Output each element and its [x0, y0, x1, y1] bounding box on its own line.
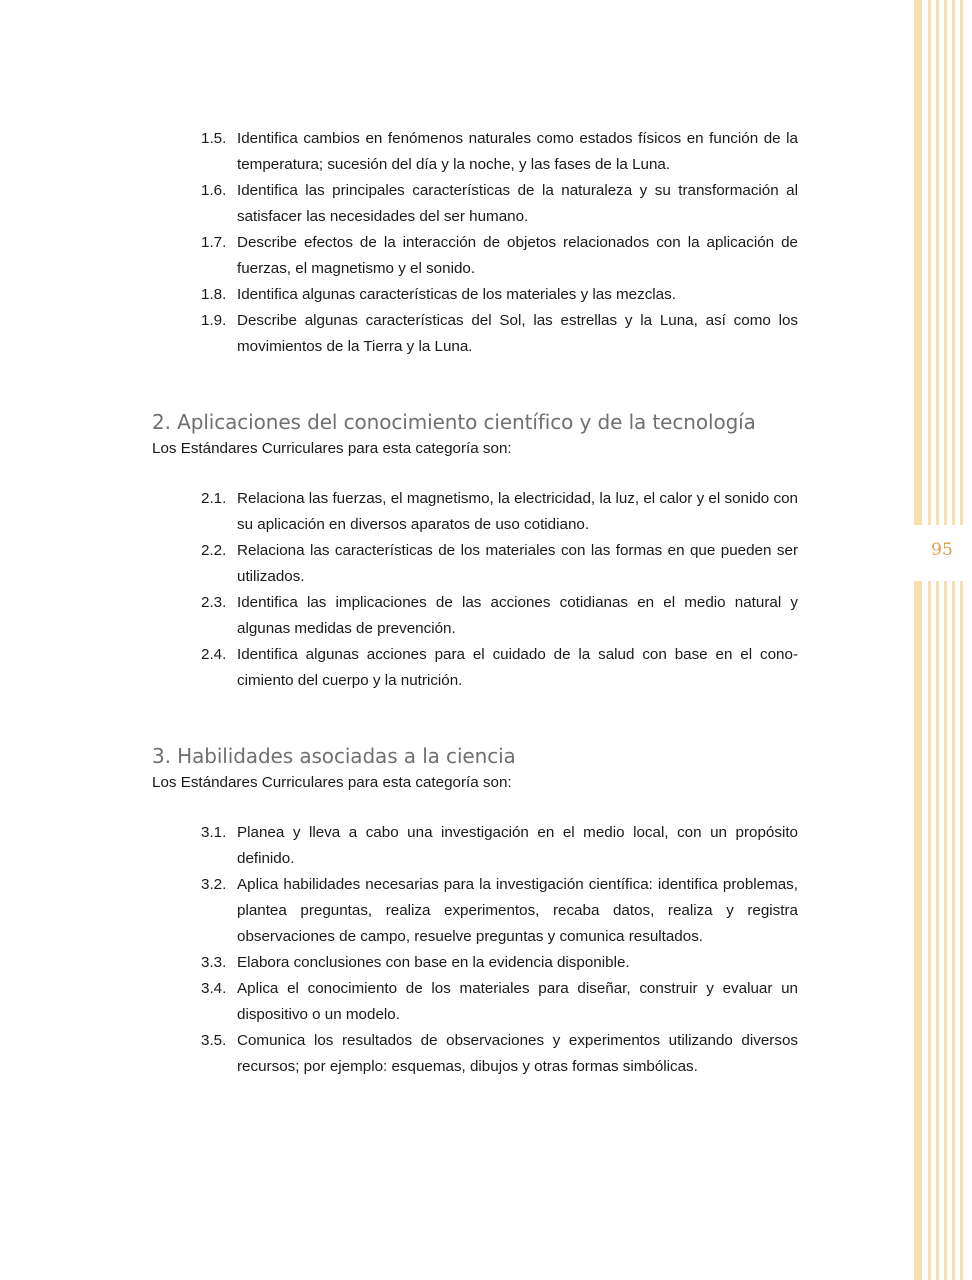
item-text: Identifica las implicaciones de las acciones cotidianas en el medio natural y algunas medidas de prevención.	[237, 594, 798, 637]
margin-stripe	[960, 0, 963, 1280]
item-text: Relaciona las características de los materiales con las formas en que pueden ser utilizados.	[237, 542, 798, 585]
list-item	[152, 230, 798, 282]
item-number: 2.4.	[201, 646, 227, 663]
item-number: 1.8.	[201, 286, 227, 303]
page-number: 95	[931, 540, 953, 560]
margin-stripe	[914, 0, 922, 1280]
item-text: Identifica algunas características de los materiales y las mezclas.	[237, 286, 676, 303]
list-item	[152, 282, 798, 308]
list-item	[152, 126, 798, 178]
item-text: Comunica los resultados de observaciones y experimentos utilizando diversos recursos; por ejemplo: esquemas, dibujos y otras formas simbólicas.	[237, 1032, 798, 1075]
item-number: 3.5.	[201, 1032, 227, 1049]
section-2-intro: Los Estándares Curriculares para esta categoría son:	[152, 440, 512, 457]
list-item	[152, 642, 798, 694]
list-section-1	[152, 126, 798, 360]
section-2	[152, 408, 798, 694]
list-section-2	[152, 486, 798, 694]
item-text: Relaciona las fuerzas, el magnetismo, la electricidad, la luz, el calor y el sonido con su aplicación en diversos aparatos de uso cotidiano.	[237, 490, 798, 533]
item-number: 1.9.	[201, 312, 227, 329]
margin-stripe	[936, 0, 939, 1280]
list-item	[152, 538, 798, 590]
list-item	[152, 950, 798, 976]
item-number: 2.2.	[201, 542, 227, 559]
item-text: Describe efectos de la interacción de objetos relacionados con la aplicación de fuerzas, el magnetismo y el sonido.	[237, 234, 798, 277]
item-number: 1.5.	[201, 130, 227, 147]
item-text: Aplica el conocimiento de los materiales para diseñar, construir y evaluar un dispositivo o un modelo.	[237, 980, 798, 1023]
section-3-intro: Los Estándares Curriculares para esta categoría son:	[152, 774, 512, 791]
list-item	[152, 590, 798, 642]
item-text: Identifica cambios en fenómenos naturales como estados físicos en función de la temperatura; sucesión del día y la noche, y las fases de la Luna.	[237, 130, 798, 173]
margin-stripe	[952, 0, 955, 1280]
margin-stripe	[944, 0, 947, 1280]
section-2-heading: 2. Aplicaciones del conocimiento científico y de la tecnología	[152, 410, 756, 434]
list-item	[152, 872, 798, 950]
list-section-3	[152, 820, 798, 1080]
decorative-margin-stripes	[912, 0, 972, 1280]
list-item	[152, 1028, 798, 1080]
list-item	[152, 178, 798, 230]
list-item	[152, 976, 798, 1028]
item-text: Identifica las principales características de la naturaleza y su transformación al satisfacer las necesidades del ser humano.	[237, 182, 798, 225]
item-number: 3.4.	[201, 980, 227, 997]
item-number: 3.2.	[201, 876, 227, 893]
item-number: 2.1.	[201, 490, 227, 507]
item-text: Aplica habilidades necesarias para la investigación científica: identifica problemas, plantea preguntas, realiza experimentos, recaba datos, realiza y registra observaciones de campo, resuelve preguntas y comunica resultados.	[237, 876, 798, 945]
margin-stripe	[928, 0, 931, 1280]
item-number: 3.1.	[201, 824, 227, 841]
item-number: 1.6.	[201, 182, 227, 199]
item-text: Identifica algunas acciones para el cuidado de la salud con base en el conocimiento del cuerpo y la nutrición.	[237, 646, 798, 689]
item-text: Planea y lleva a cabo una investigación en el medio local, con un propósito definido.	[237, 824, 798, 867]
list-item	[152, 486, 798, 538]
page-content	[152, 126, 798, 1080]
item-number: 3.3.	[201, 954, 227, 971]
section-3	[152, 742, 798, 1080]
item-number: 2.3.	[201, 594, 227, 611]
list-item	[152, 820, 798, 872]
section-3-heading: 3. Habilidades asociadas a la ciencia	[152, 744, 516, 768]
item-text: Describe algunas características del Sol, las estrellas y la Luna, así como los movimientos de la Tierra y la Luna.	[237, 312, 798, 355]
item-text: Elabora conclusiones con base en la evidencia disponible.	[237, 954, 630, 971]
item-number: 1.7.	[201, 234, 227, 251]
list-item	[152, 308, 798, 360]
